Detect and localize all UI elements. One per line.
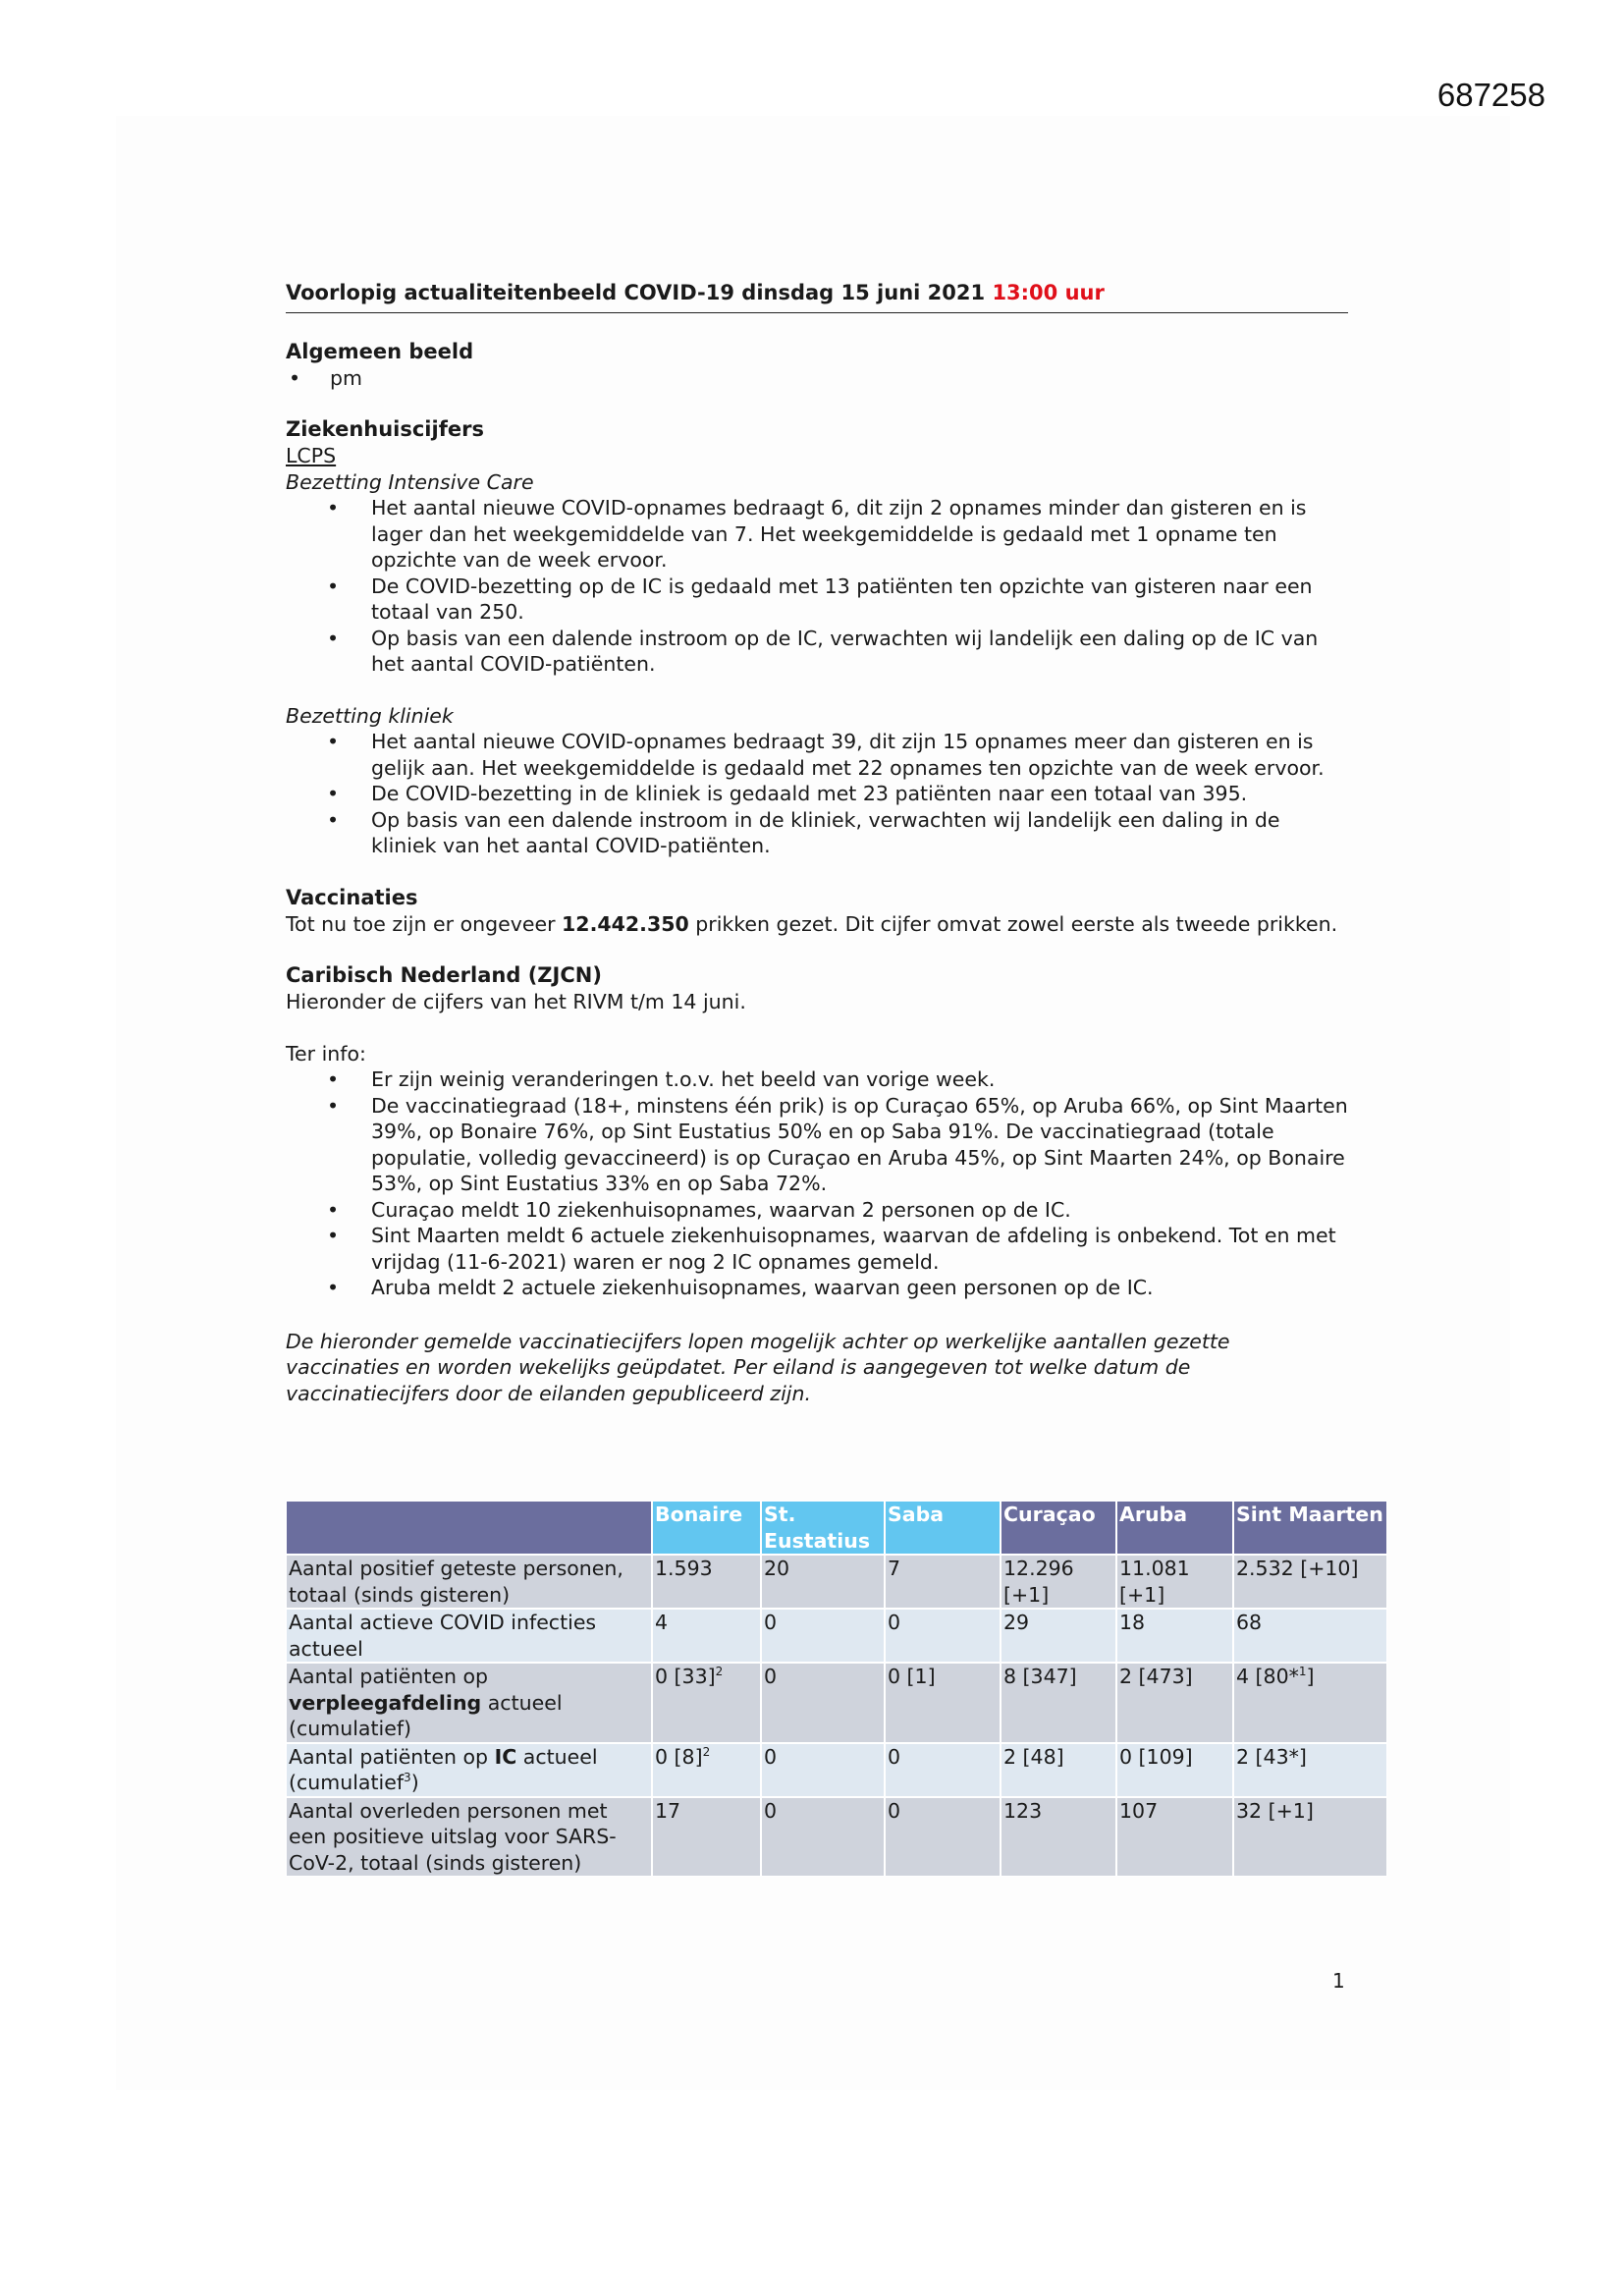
list-item: • De COVID-bezetting op de IC is gedaald met 13 patiënten ten opzichte van gisteren naar een totaal van 250. bbox=[286, 574, 1348, 626]
header-bonaire: Bonaire bbox=[652, 1501, 761, 1555]
page-number: 1 bbox=[1332, 1969, 1345, 1993]
list-item: • Er zijn weinig veranderingen t.o.v. het beeld van vorige week. bbox=[286, 1066, 1348, 1093]
row-label bbox=[286, 1743, 652, 1797]
vaccinaties-text bbox=[286, 911, 1348, 938]
table-cell: 4 bbox=[652, 1609, 761, 1663]
table-cell: 0 bbox=[885, 1743, 1001, 1797]
table-cell: 17 bbox=[652, 1797, 761, 1878]
row-label: Aantal positief geteste personen, totaal (sinds gisteren) bbox=[286, 1555, 652, 1609]
list-item: • De vaccinatiegraad (18+, minstens één prik) is op Curaçao 65%, op Aruba 66%, op Sint Maarten 39%, op Bonaire 76%, op Sint Eustatius 50% en op Saba 91%. De vaccinatiegraad (totale populatie, volledig gevaccineerd) is op Curaçao en Aruba 45%, op Sint Maarten 24%, op Bonaire 53%, op Sint Eustatius 33% en op Saba 72%. bbox=[286, 1093, 1348, 1197]
row-label bbox=[286, 1663, 652, 1743]
section-caribisch bbox=[286, 962, 1348, 1406]
table-cell: 11.081 [+1] bbox=[1116, 1555, 1233, 1609]
row-label-post: actueel (cumulatief) bbox=[289, 1690, 563, 1740]
caribbean-stats-table bbox=[286, 1501, 1387, 1877]
footnote-mark: 3 bbox=[404, 1771, 411, 1785]
algemeen-list bbox=[286, 365, 1348, 392]
section-algemeen bbox=[286, 339, 1348, 392]
kliniek-list bbox=[286, 729, 1348, 859]
list-item: • Sint Maarten meldt 6 actuele ziekenhuisopnames, waarvan de afdeling is onbekend. Tot en met vrijdag (11-6-2021) waren er nog 2 IC opnames gemeld. bbox=[286, 1223, 1348, 1275]
kliniek-subheading: Bezetting kliniek bbox=[286, 703, 454, 728]
table-cell bbox=[652, 1663, 761, 1743]
table-row bbox=[286, 1663, 1387, 1743]
page-title bbox=[286, 280, 1348, 313]
header-sint-maarten: Sint Maarten bbox=[1233, 1501, 1387, 1555]
document-id: 687258 bbox=[1436, 77, 1545, 113]
vaccinaties-text-before: Tot nu toe zijn er ongeveer bbox=[286, 911, 556, 936]
row-label-post: actueel (cumulatief bbox=[289, 1744, 598, 1794]
table-cell: 0 bbox=[885, 1609, 1001, 1663]
list-item: • De COVID-bezetting in de kliniek is gedaald met 23 patiënten naar een totaal van 395. bbox=[286, 781, 1348, 807]
title-time: 13:00 uur bbox=[992, 281, 1105, 304]
row-label-pre: Aantal patiënten op bbox=[289, 1744, 489, 1769]
list-item: • Op basis van een dalende instroom in de kliniek, verwachten wij landelijk een daling in de kliniek van het aantal COVID-patiënten. bbox=[286, 807, 1348, 859]
table-cell: 68 bbox=[1233, 1609, 1387, 1663]
table-cell: 20 bbox=[761, 1555, 885, 1609]
lcps-source: LCPS bbox=[286, 444, 337, 467]
section-vaccinaties bbox=[286, 885, 1348, 938]
caribisch-list bbox=[286, 1066, 1348, 1301]
table-cell: 123 bbox=[1001, 1797, 1116, 1878]
cell-value: 0 [8] bbox=[655, 1744, 703, 1769]
table-cell: 18 bbox=[1116, 1609, 1233, 1663]
table-cell: 1.593 bbox=[652, 1555, 761, 1609]
ziekenhuis-heading: Ziekenhuiscijfers bbox=[286, 417, 484, 441]
header-st-eustatius: St. Eustatius bbox=[761, 1501, 885, 1555]
row-label-bold: IC bbox=[494, 1744, 517, 1769]
table-cell bbox=[1233, 1663, 1387, 1743]
cell-close: ] bbox=[1306, 1665, 1315, 1688]
table-row bbox=[286, 1609, 1387, 1663]
row-label-close: ) bbox=[410, 1771, 419, 1794]
table-cell: 0 bbox=[761, 1797, 885, 1878]
list-item: • Het aantal nieuwe COVID-opnames bedraagt 39, dit zijn 15 opnames meer dan gisteren en is gelijk aan. Het weekgemiddelde is gedaald met 22 opnames ten opzichte van de week ervoor. bbox=[286, 729, 1348, 781]
header-curacao: Curaçao bbox=[1001, 1501, 1116, 1555]
caribisch-heading: Caribisch Nederland (ZJCN) bbox=[286, 963, 602, 987]
table-cell: 2 [473] bbox=[1116, 1663, 1233, 1743]
caribisch-intro: Hieronder de cijfers van het RIVM t/m 14 juni. bbox=[286, 990, 746, 1013]
vaccinaties-text-after: prikken gezet. Dit cijfer omvat zowel eerste als tweede prikken. bbox=[695, 911, 1338, 936]
cell-value: 4 [80* bbox=[1236, 1665, 1299, 1688]
vaccination-note: De hieronder gemelde vaccinatiecijfers lopen mogelijk achter op werkelijke aantallen gezette vaccinaties en worden wekelijks geüpdatet. Per eiland is aangegeven tot welke datum de vaccinatiecijfers door de eilanden gepubliceerd zijn. bbox=[286, 1329, 1230, 1405]
table-row bbox=[286, 1555, 1387, 1609]
table-cell bbox=[652, 1743, 761, 1797]
table-cell: 0 bbox=[761, 1743, 885, 1797]
list-item: • pm bbox=[286, 365, 1348, 392]
table-row bbox=[286, 1743, 1387, 1797]
header-aruba: Aruba bbox=[1116, 1501, 1233, 1555]
header-saba: Saba bbox=[885, 1501, 1001, 1555]
ic-list bbox=[286, 495, 1348, 678]
header-empty bbox=[286, 1501, 652, 1555]
footnote-mark: 2 bbox=[702, 1744, 711, 1759]
algemeen-heading: Algemeen beeld bbox=[286, 339, 474, 363]
ter-info: Ter info: bbox=[286, 1041, 366, 1066]
table-cell: 0 bbox=[761, 1609, 885, 1663]
footnote-mark: 1 bbox=[1298, 1665, 1307, 1679]
table-cell: 29 bbox=[1001, 1609, 1116, 1663]
table-row bbox=[286, 1797, 1387, 1878]
vaccinaties-heading: Vaccinaties bbox=[286, 885, 418, 909]
table-cell: 12.296 [+1] bbox=[1001, 1555, 1116, 1609]
table-cell: 0 [1] bbox=[885, 1663, 1001, 1743]
list-item: • Aruba meldt 2 actuele ziekenhuisopnames, waarvan geen personen op de IC. bbox=[286, 1275, 1348, 1301]
list-item: • Het aantal nieuwe COVID-opnames bedraagt 6, dit zijn 2 opnames minder dan gisteren en is lager dan het weekgemiddelde van 7. Het weekgemiddelde is gedaald met 1 opname ten opzichte van de week ervoor. bbox=[286, 495, 1348, 574]
cell-value: 0 [33] bbox=[655, 1665, 716, 1688]
title-text: Voorlopig actualiteitenbeeld COVID-19 dinsdag 15 juni 2021 bbox=[286, 281, 986, 304]
table-cell: 2.532 [+10] bbox=[1233, 1555, 1387, 1609]
document-body bbox=[286, 280, 1348, 1406]
table-cell: 0 [109] bbox=[1116, 1743, 1233, 1797]
row-label-bold: verpleegafdeling bbox=[289, 1690, 482, 1715]
vaccinaties-count: 12.442.350 bbox=[562, 911, 689, 936]
table-cell: 7 bbox=[885, 1555, 1001, 1609]
table-cell: 0 bbox=[761, 1663, 885, 1743]
table-cell: 32 [+1] bbox=[1233, 1797, 1387, 1878]
row-label: Aantal overleden personen met een positieve uitslag voor SARS-CoV-2, totaal (sinds gisteren) bbox=[286, 1797, 652, 1878]
list-item: • Op basis van een dalende instroom op de IC, verwachten wij landelijk een daling op de IC van het aantal COVID-patiënten. bbox=[286, 626, 1348, 678]
list-item: • Curaçao meldt 10 ziekenhuisopnames, waarvan 2 personen op de IC. bbox=[286, 1197, 1348, 1224]
row-label-pre: Aantal patiënten op bbox=[289, 1665, 489, 1688]
footnote-mark: 2 bbox=[715, 1665, 724, 1679]
table-header-row bbox=[286, 1501, 1387, 1555]
table-cell: 2 [48] bbox=[1001, 1743, 1116, 1797]
table-cell: 8 [347] bbox=[1001, 1663, 1116, 1743]
table-cell: 107 bbox=[1116, 1797, 1233, 1878]
row-label: Aantal actieve COVID infecties actueel bbox=[286, 1609, 652, 1663]
table-cell: 2 [43*] bbox=[1233, 1743, 1387, 1797]
ic-subheading: Bezetting Intensive Care bbox=[286, 469, 534, 494]
table-cell: 0 bbox=[885, 1797, 1001, 1878]
section-ziekenhuis bbox=[286, 416, 1348, 859]
